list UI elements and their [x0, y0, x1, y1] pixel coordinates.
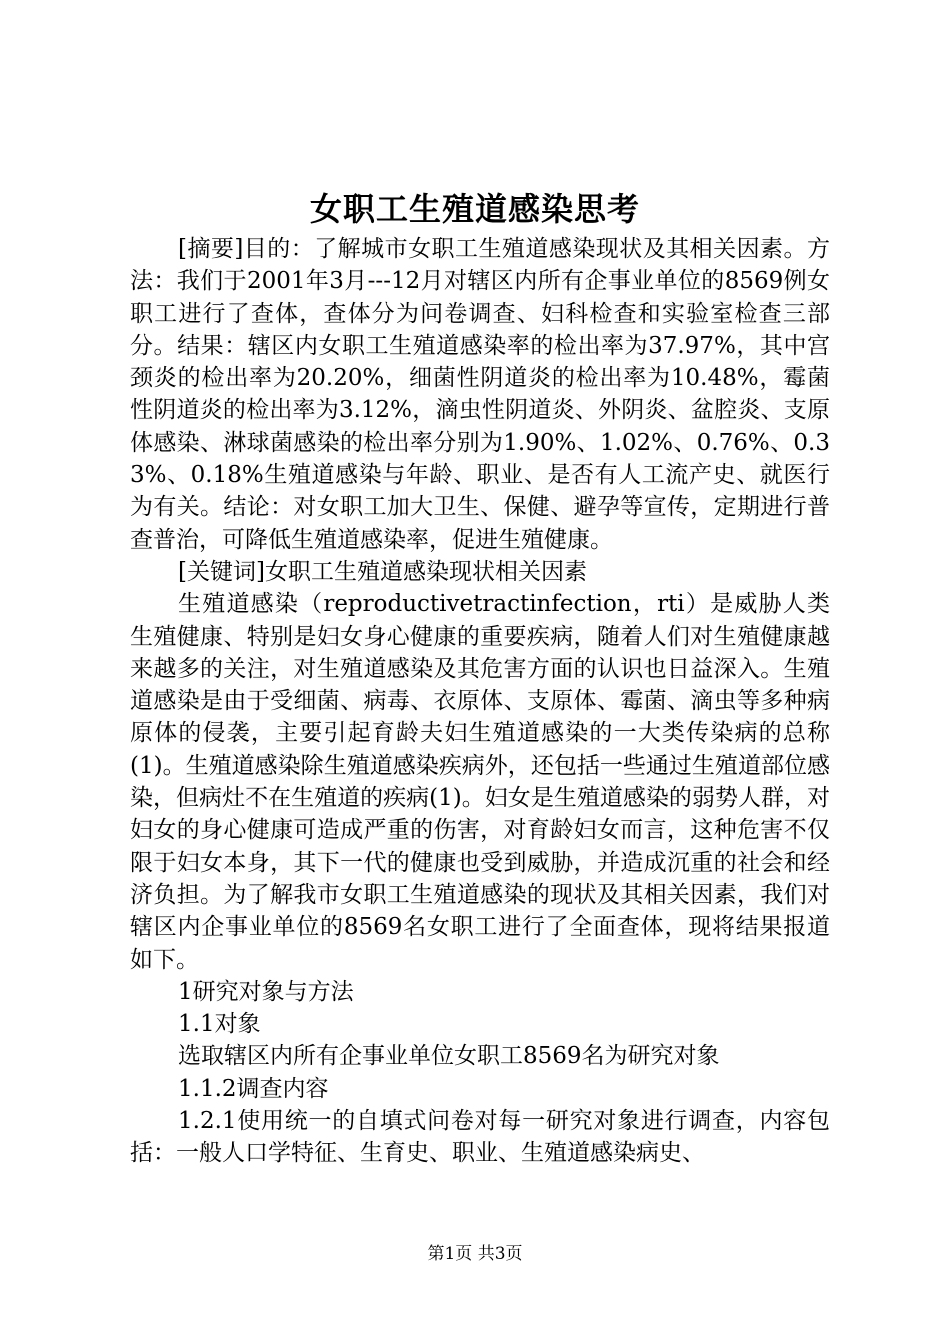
keywords-paragraph: [关键词]女职工生殖道感染现状相关因素 — [178, 558, 587, 585]
section-heading-methods: 1研究对象与方法 — [178, 978, 354, 1005]
introduction-paragraph: 生殖道感染（reproductivetractinfection，rti）是威胁人类生殖健康、特别是妇女身心健康的重要疾病，随着人们对生殖健康越来越多的关注，对生殖道感染及其危害方面的认识也日益深入。生殖道感染是由于受细菌、病毒、衣原体、支原体、霉菌、滴虫等多种病原体的侵袭，主要引起育龄夫妇生殖道感染的一大类传染病的总称(1)。生殖道感染除生殖道感染疾病外，还包括一些通过生殖道部位感染，但病灶不在生殖道的疾病(1)。妇女是生殖道感染的弱势人群，对妇女的身心健康可造成严重的伤害，对育龄妇女而言，这种危害不仅限于妇女本身，其下一代的健康也受到威胁，并造成沉重的社会和经济负担。为了解我市女职工生殖道感染的现状及其相关因素，我们对辖区内企事业单位的8569名女职工进行了全面查体，现将结果报道如下。 — [130, 591, 830, 973]
subsection-heading-subjects: 1.1对象 — [178, 1011, 261, 1038]
document-title: 女职工生殖道感染思考 — [309, 190, 640, 228]
questionnaire-paragraph: 1.2.1使用统一的自填式问卷对每一研究对象进行调查，内容包括：一般人口学特征、生育史、职业、生殖道感染病史、 — [130, 1108, 830, 1167]
subsection-heading-content: 1.1.2调查内容 — [178, 1075, 329, 1102]
page-footer: 第1页 共3页 — [427, 1244, 523, 1264]
abstract-paragraph: [摘要]目的：了解城市女职工生殖道感染现状及其相关因素。方法：我们于2001年3月---12月对辖区内所有企事业单位的8569例女职工进行了查体，查体分为问卷调查、妇科检查和实验室检查三部分。结果：辖区内女职工生殖道感染率的检出率为37.97%，其中宫颈炎的检出率为20.20%，细菌性阴道炎的检出率为10.48%，霉菌性阴道炎的检出率为3.12%，滴虫性阴道炎、外阴炎、盆腔炎、支原体感染、淋球菌感染的检出率分别为1.90%、1.02%、0.76%、0.33%、0.18%生殖道感染与年龄、职业、是否有人工流产史、就医行为有关。结论：对女职工加大卫生、保健、避孕等宣传，定期进行普查普治，可降低生殖道感染率，促进生殖健康。 — [130, 236, 830, 553]
subjects-text: 选取辖区内所有企事业单位女职工8569名为研究对象 — [178, 1043, 720, 1070]
document-body — [130, 233, 830, 1170]
